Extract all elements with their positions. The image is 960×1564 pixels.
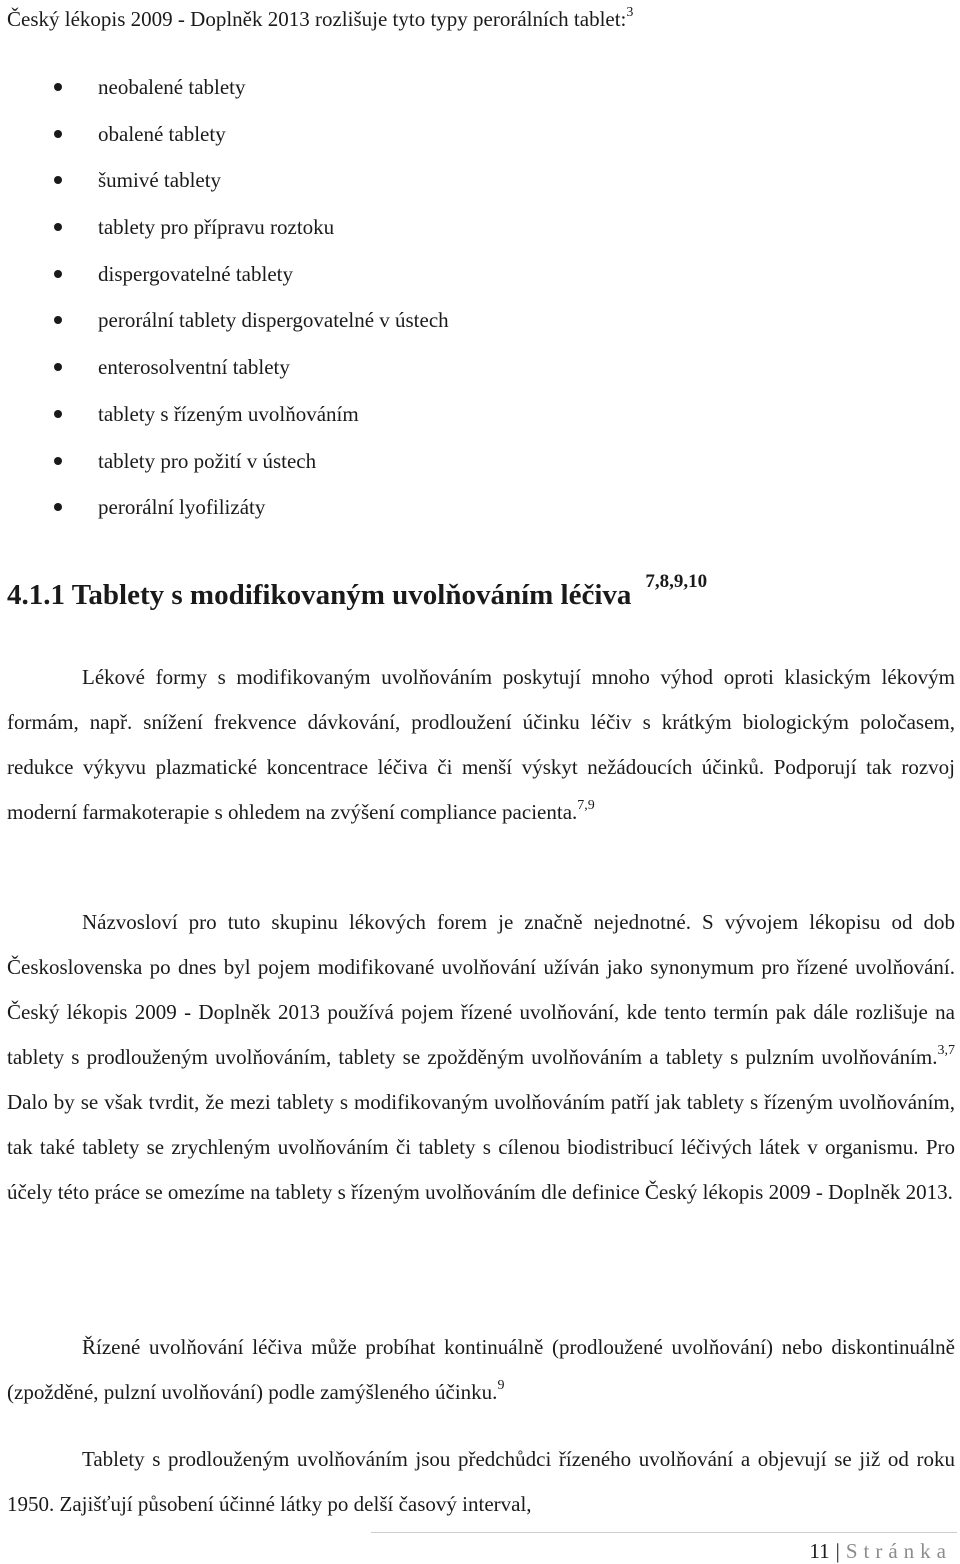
- bullet-icon: [54, 363, 62, 371]
- tablet-types-list: [0, 72, 449, 539]
- bullet-icon: [54, 270, 62, 278]
- list-item: [0, 492, 449, 539]
- list-item-label: dispergovatelné tablety: [98, 261, 293, 286]
- paragraph-terminology: [7, 900, 955, 1215]
- footer-separator: |: [835, 1539, 840, 1563]
- paragraph-text: Řízené uvolňování léčiva může probíhat kontinuálně (prodloužené uvolňování) nebo diskontinuálně (zpožděné, pulzní uvolňování) podle zamýšleného účinku.: [7, 1335, 955, 1404]
- page-footer: [809, 1538, 952, 1564]
- paragraph-reference: 3,7: [937, 1043, 955, 1058]
- page-number: 11: [809, 1539, 830, 1563]
- bullet-icon: [54, 130, 62, 138]
- paragraph-advantages: [7, 655, 955, 835]
- list-item: [0, 72, 449, 119]
- paragraph-reference: 7,9: [577, 798, 595, 813]
- page-label: Stránka: [845, 1539, 952, 1563]
- list-item-label: šumivé tablety: [98, 168, 222, 193]
- list-item-label: tablety pro přípravu roztoku: [98, 215, 335, 240]
- list-item: [0, 119, 449, 166]
- list-item-label: neobalené tablety: [98, 75, 246, 99]
- paragraph-text-continued: Dalo by se však tvrdit, že mezi tablety s modifikovaným uvolňováním patří jak tablety s řízeným uvolňováním, tak také tablety se zrychleným uvolňováním či tablety s cílenou biodistribucí léčivých látek v organismu. Pro účely této práce se omezíme na tablety s řízeným uvolňováním dle definice Český lékopis 2009 - Doplněk 2013.: [7, 1090, 955, 1204]
- intro-reference: 3: [626, 5, 634, 20]
- paragraph-controlled-release: [7, 1325, 955, 1415]
- paragraph-text: Lékové formy s modifikovaným uvolňováním poskytují mnoho výhod oproti klasickým lékovým formám, např. snížení frekvence dávkování, prodloužení účinku léčiv s krátkým biologickým poločasem, redukce výkyvu plazmatické koncentrace léčiva či menší výskyt nežádoucích účinků. Podporují tak rozvoj moderní farmakoterapie s ohledem na zvýšení compliance pacienta.: [7, 665, 955, 824]
- list-item-label: tablety s řízeným uvolňováním: [98, 401, 359, 426]
- paragraph-text: Tablety s prodlouženým uvolňováním jsou předchůdci řízeného uvolňování a objevují se již od roku 1950. Zajišťují působení účinné látky po delší časový interval,: [7, 1447, 955, 1516]
- footer-divider: [371, 1532, 957, 1533]
- list-item-label: perorální tablety dispergovatelné v ústech: [98, 308, 449, 333]
- list-item-label: enterosolventní tablety: [98, 355, 290, 380]
- intro-text: Český lékopis 2009 - Doplněk 2013 rozlišuje tyto typy perorálních tablet:: [7, 7, 627, 31]
- bullet-icon: [54, 410, 62, 418]
- bullet-icon: [54, 83, 62, 91]
- list-item-label: tablety pro požití v ústech: [98, 448, 317, 473]
- list-item-label: perorální lyofilizáty: [98, 495, 266, 520]
- list-item-label: obalené tablety: [98, 121, 226, 146]
- list-item: [0, 446, 449, 493]
- list-item: [0, 352, 449, 399]
- paragraph-reference: 9: [497, 1378, 505, 1393]
- paragraph-text: Názvosloví pro tuto skupinu lékových forem je značně nejednotné. S vývojem lékopisu od dob Československa po dnes byl pojem modifikované uvolňování užíván jako synonymum pro řízené uvolňování. Český lékopis 2009 - Doplněk 2013 používá pojem řízené uvolňování, kde tento termín pak dále rozlišuje na tablety s prodlouženým uvolňováním, tablety se zpožděným uvolňováním a tablety s pulzním uvolňováním.: [7, 910, 955, 1069]
- bullet-icon: [54, 457, 62, 465]
- section-references: 7,8,9,10: [645, 571, 708, 593]
- paragraph-prolonged-release: [7, 1437, 955, 1527]
- bullet-icon: [54, 176, 62, 184]
- list-item: [0, 212, 449, 259]
- bullet-icon: [54, 316, 62, 324]
- bullet-icon: [54, 503, 62, 511]
- list-item: [0, 259, 449, 306]
- section-heading: [7, 570, 707, 620]
- list-item: [0, 399, 449, 446]
- list-item: [0, 305, 449, 352]
- list-item: [0, 165, 449, 212]
- intro-line: [7, 4, 947, 34]
- section-title: 4.1.1 Tablety s modifikovaným uvolňováním léčiva: [7, 579, 632, 611]
- bullet-icon: [54, 223, 62, 231]
